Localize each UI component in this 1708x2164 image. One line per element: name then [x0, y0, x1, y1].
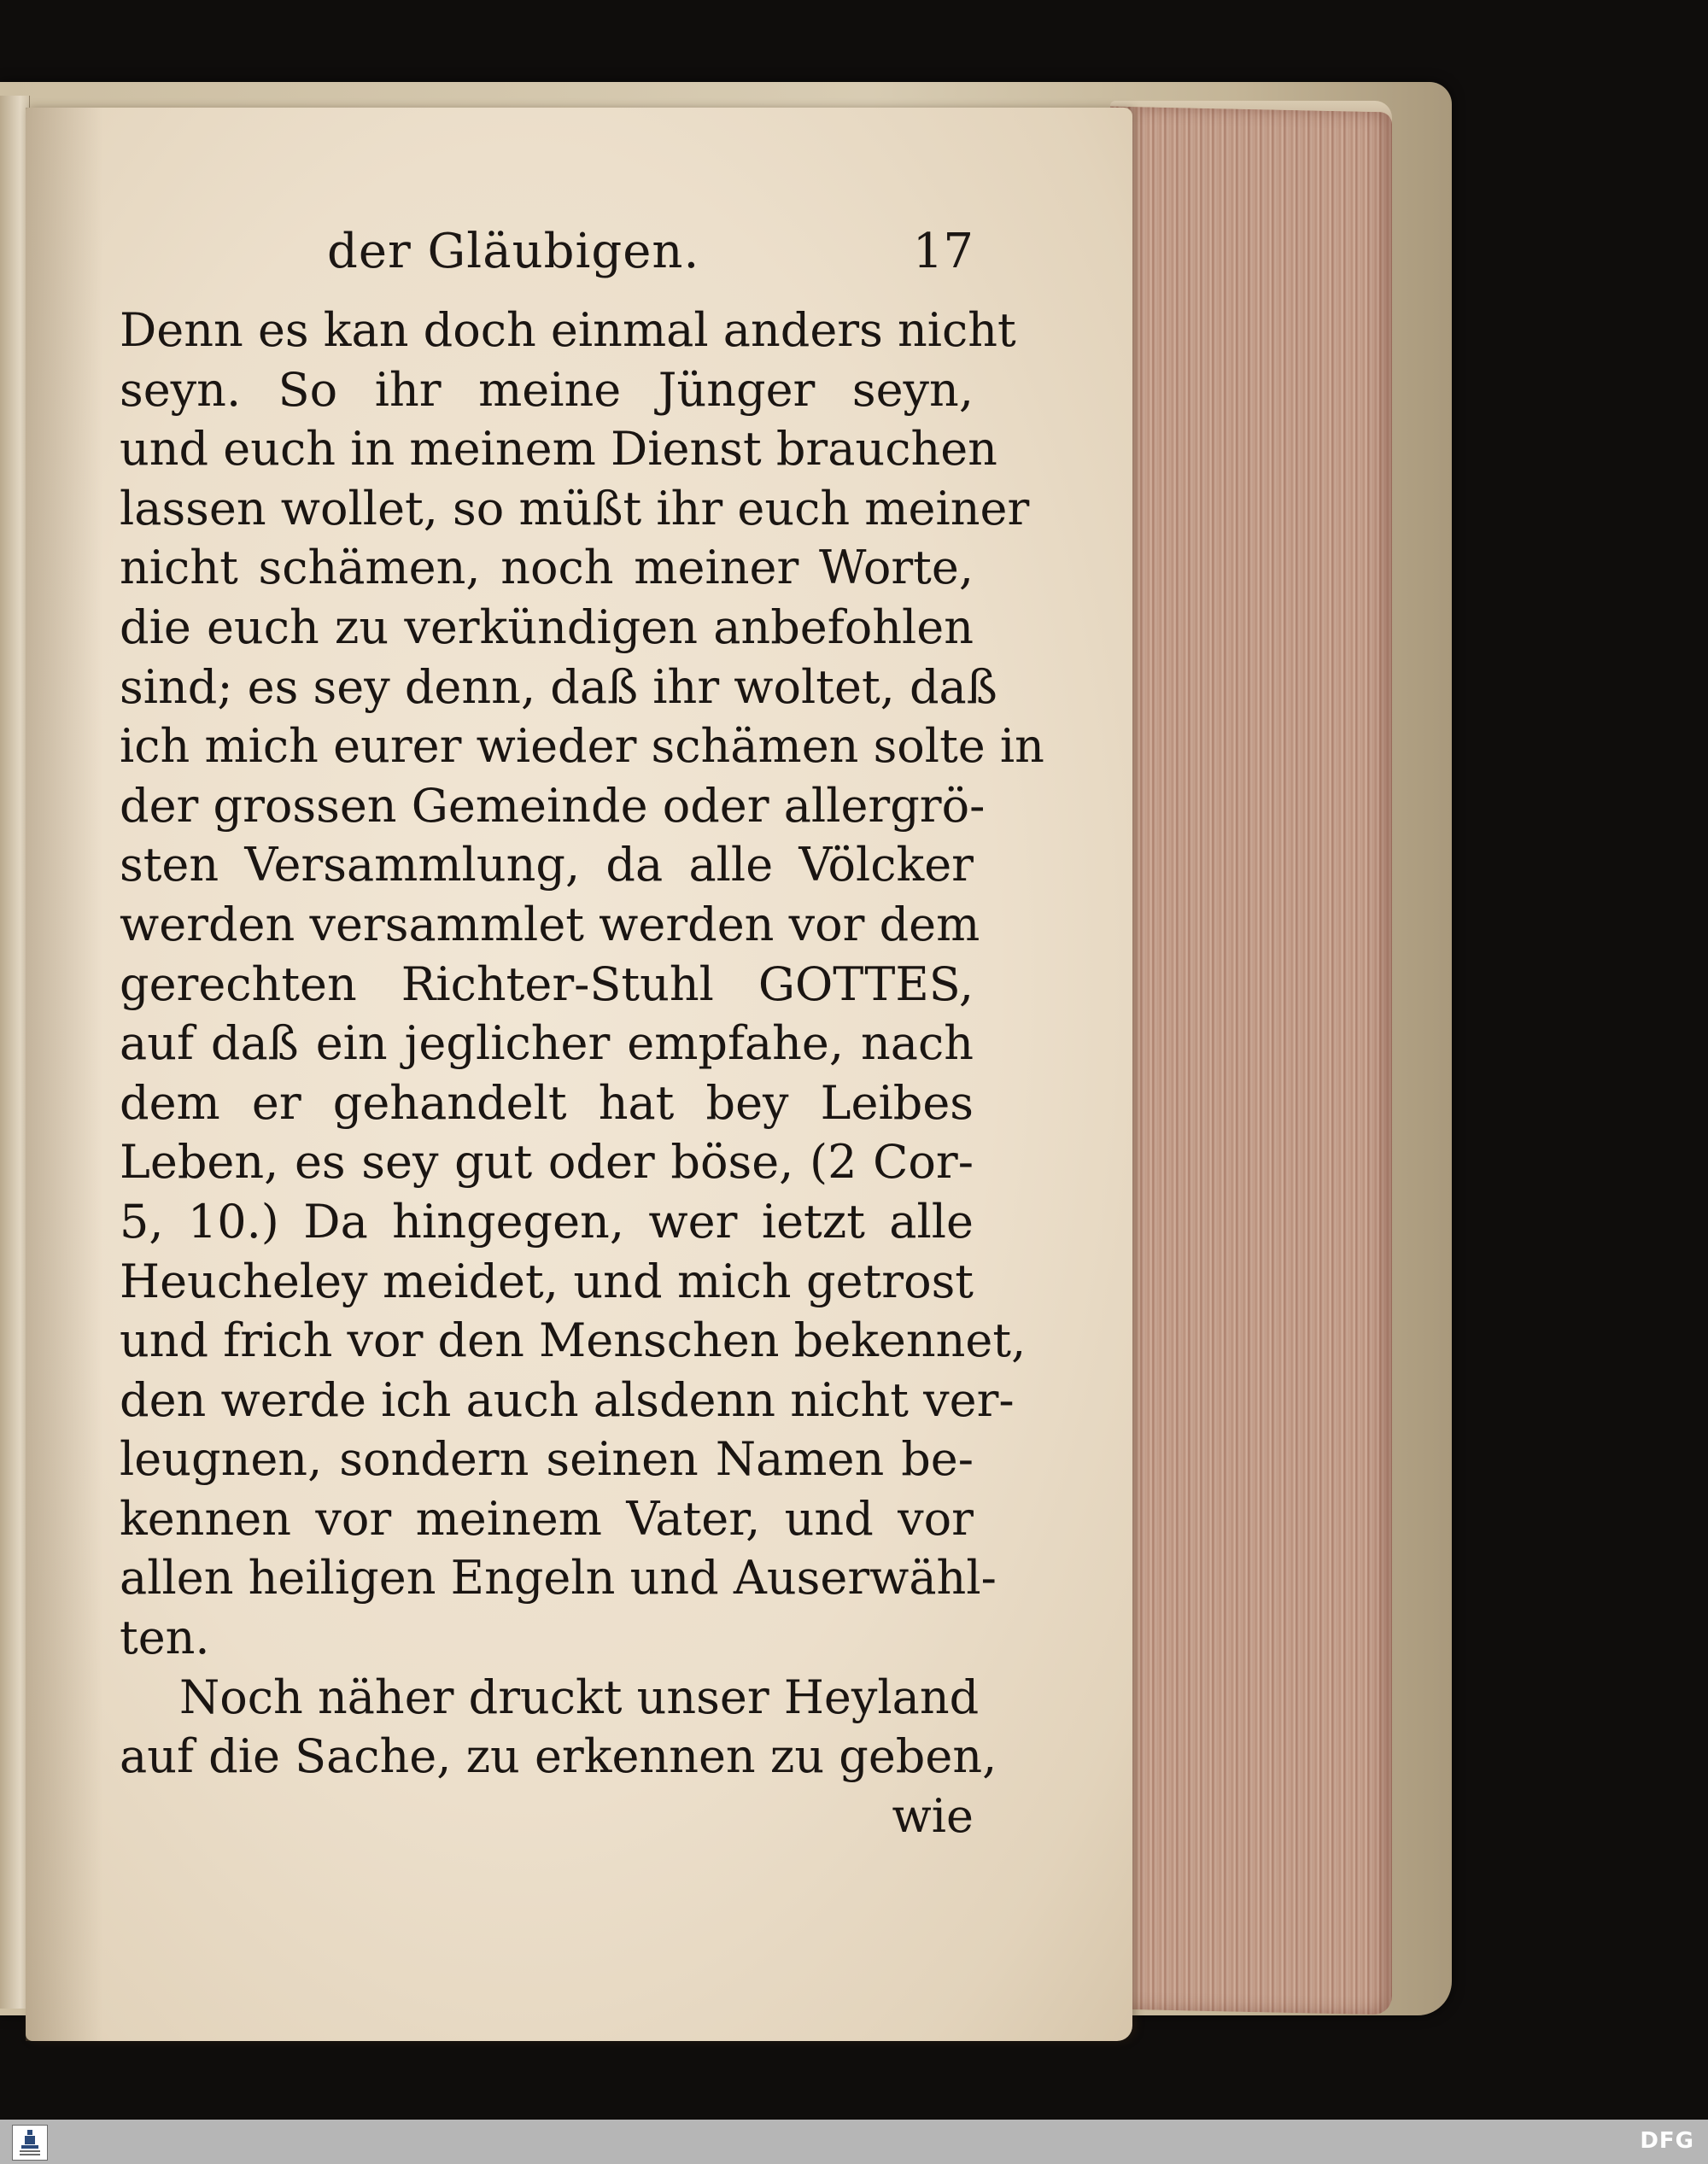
- text-line: und euch in meinem Dienst brauchen: [120, 422, 997, 477]
- text-line: leugnen, sondern seinen Namen be-: [120, 1432, 974, 1487]
- page-number: 17: [912, 224, 974, 279]
- text-line: Leben, es sey gut oder böse, (2 Cor-: [120, 1135, 974, 1190]
- text-line: 5, 10.) Da hingegen, wer ietzt alle: [120, 1194, 974, 1249]
- text-line: Denn es kan doch einmal anders nicht: [120, 303, 1016, 357]
- viewer-footer-bar: [0, 2120, 1708, 2164]
- body-text: [120, 301, 1044, 1845]
- text-line: ten.: [120, 1611, 210, 1665]
- page-header: [120, 224, 974, 292]
- text-line: und frich vor den Menschen bekennet,: [120, 1313, 1027, 1368]
- running-head: der Gläubigen.: [327, 224, 700, 279]
- text-line: lassen wollet, so müßt ihr euch meiner: [120, 481, 1030, 535]
- text-line: Heucheley meidet, und mich getrost: [120, 1254, 974, 1308]
- text-line: wie: [892, 1788, 974, 1843]
- text-line: die euch zu verkündigen anbefohlen: [120, 599, 974, 654]
- text-line: auf daß ein jeglicher empfahe, nach: [120, 1016, 974, 1071]
- text-line: ich mich eurer wieder schämen solte in: [120, 719, 1044, 774]
- text-line: sind; es sey denn, daß ihr woltet, daß: [120, 659, 997, 714]
- text-line: auf die Sache, zu erkennen zu geben,: [120, 1729, 997, 1784]
- library-seal-icon[interactable]: [12, 2125, 48, 2161]
- text-line: sten Versammlung, da alle Völcker: [120, 838, 974, 892]
- text-line: Noch näher druckt unser Heyland: [179, 1670, 980, 1724]
- text-line: dem er gehandelt hat bey Leibes: [120, 1075, 974, 1130]
- text-line: seyn. So ihr meine Jünger seyn,: [120, 362, 974, 417]
- text-line: nicht schämen, noch meiner Worte,: [120, 541, 974, 595]
- page-fore-edges: [1110, 107, 1392, 2015]
- gutter-shadow: [26, 108, 102, 2041]
- text-line: den werde ich auch alsdenn nicht ver-: [120, 1372, 1015, 1427]
- text-line: gerechten Richter-Stuhl GOTTES,: [120, 956, 974, 1011]
- dfg-logo[interactable]: DFG: [1640, 2128, 1694, 2154]
- text-line: werden versammlet werden vor dem: [120, 897, 980, 951]
- text-line: allen heiligen Engeln und Auserwähl-: [120, 1551, 997, 1605]
- text-line: kennen vor meinem Vater, und vor: [120, 1491, 974, 1546]
- text-line: der grossen Gemeinde oder allergrö-: [120, 778, 986, 833]
